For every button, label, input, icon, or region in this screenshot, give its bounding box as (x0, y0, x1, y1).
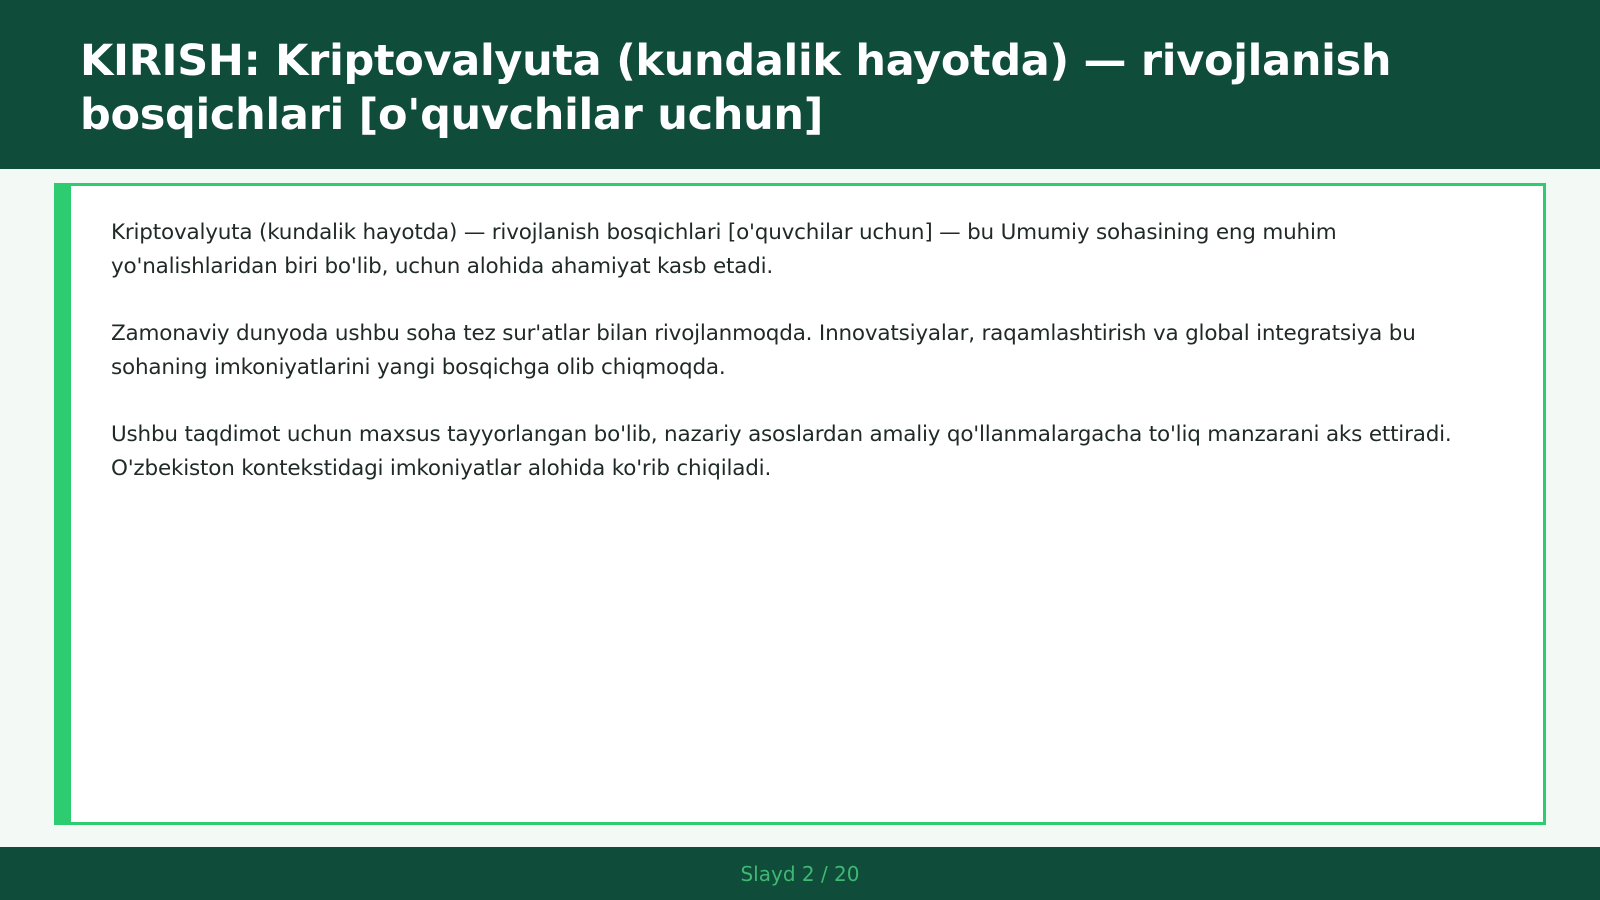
content-box (54, 183, 1546, 825)
slide-title: KIRISH: Kriptovalyuta (kundalik hayotda) — rivojlanish bosqichlari [o'quvchilar uchun] (80, 36, 1392, 140)
intro-paragraph-1: Kriptovalyuta (kundalik hayotda) — rivojlanish bosqichlari [o'quvchilar uchun] — bu Umumiy sohasining eng muhim yo'nalishlaridan biri bo'lib, uchun alohida ahamiyat kasb etadi. (111, 220, 1337, 279)
intro-paragraph-2: Zamonaviy dunyoda ushbu soha tez sur'atlar bilan rivojlanmoqda. Innovatsiyalar, raqamlashtirish va global integratsiya bu sohaning imkoniyatlarini yangi bosqichga olib chiqmoqda. (111, 321, 1416, 380)
slide-counter: Slayd 2 / 20 (740, 861, 860, 886)
intro-paragraph-3: Ushbu taqdimot uchun maxsus tayyorlangan bo'lib, nazariy asoslardan amaliy qo'llanmalargacha to'liq manzarani aks ettiradi. O'zbekiston kontekstidagi imkoniyatlar alohida ko'rib chiqiladi. (111, 422, 1452, 481)
slide-footer (0, 847, 1600, 900)
slide-header (0, 0, 1600, 169)
